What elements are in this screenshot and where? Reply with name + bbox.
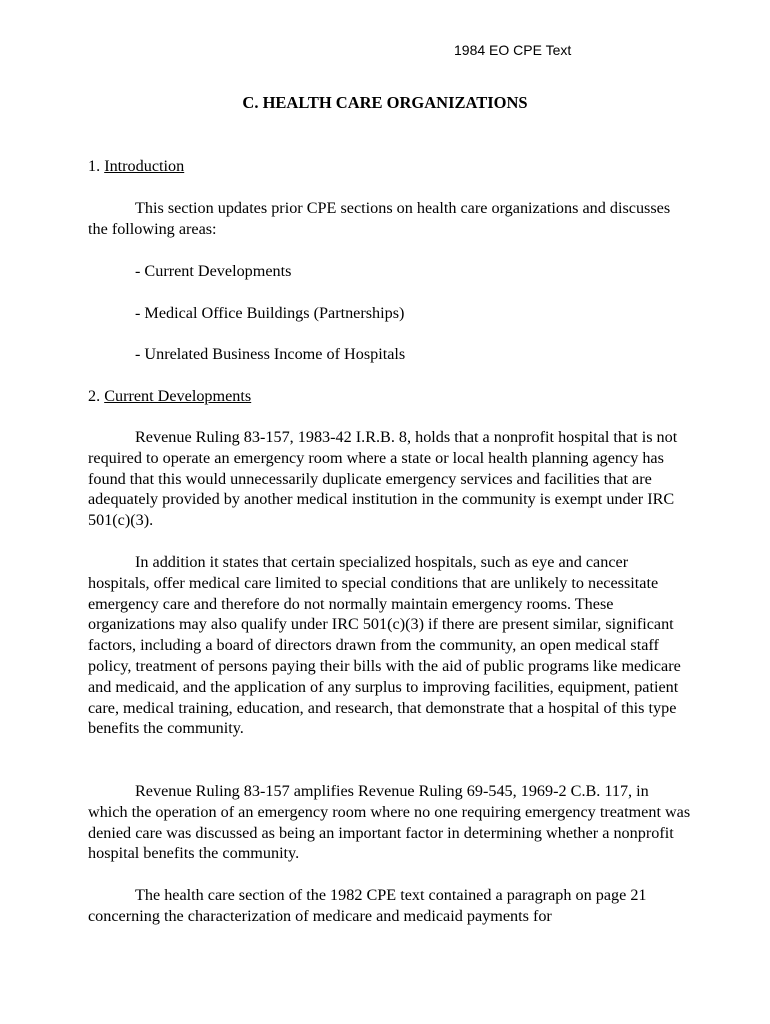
running-header: 1984 EO CPE Text [454, 42, 572, 58]
body-paragraph: In addition it states that certain specialized hospitals, such as eye and cancer hospitals, offer medical care limited to special conditions that are unlikely to necessitate emergency care and therefore do not normally maintain emergency rooms. These organizations may also qualify under IRC 501(c)(3) if there are present similar, significant factors, including a board of directors drawn from the community, an open medical staff policy, treatment of persons paying their bills with the aid of public programs like medicare and medicaid, and the application of any surplus to improving facilities, equipment, patient care, medical training, education, and research, that demonstrate that a hospital of this type benefits the community. [88, 553, 681, 738]
list-item: - Medical Office Buildings (Partnerships) [135, 304, 405, 322]
list-item: - Unrelated Business Income of Hospitals [135, 345, 406, 363]
body-paragraph: The health care section of the 1982 CPE text contained a paragraph on page 21 concerning the characterization of medicare and medicaid payments for [88, 886, 647, 925]
list-item: - Current Developments [135, 262, 292, 280]
section-heading-label: Current Developments [104, 387, 252, 405]
section-heading-label: Introduction [104, 157, 185, 175]
section-title: C. HEALTH CARE ORGANIZATIONS [242, 93, 528, 112]
body-paragraph: Revenue Ruling 83-157 amplifies Revenue Ruling 69-545, 1969-2 C.B. 117, in which the operation of an emergency room where no one requiring emergency treatment was denied care was discussed as being an important factor in determining whether a nonprofit hospital benefits the community. [88, 782, 691, 863]
body-paragraph: Revenue Ruling 83-157, 1983-42 I.R.B. 8, holds that a nonprofit hospital that is not required to operate an emergency room where a state or local health planning agency has found that this would unnecessarily duplicate emergency services and facilities that are adequately provided by another medical institution in the community is exempt under IRC 501(c)(3). [88, 428, 678, 530]
intro-paragraph: This section updates prior CPE sections on health care organizations and discusses the following areas: [88, 199, 671, 238]
section-heading-introduction [88, 156, 692, 177]
section-heading-current-developments [88, 386, 692, 407]
section-number: 1. [88, 157, 101, 175]
section-number: 2. [88, 387, 101, 405]
